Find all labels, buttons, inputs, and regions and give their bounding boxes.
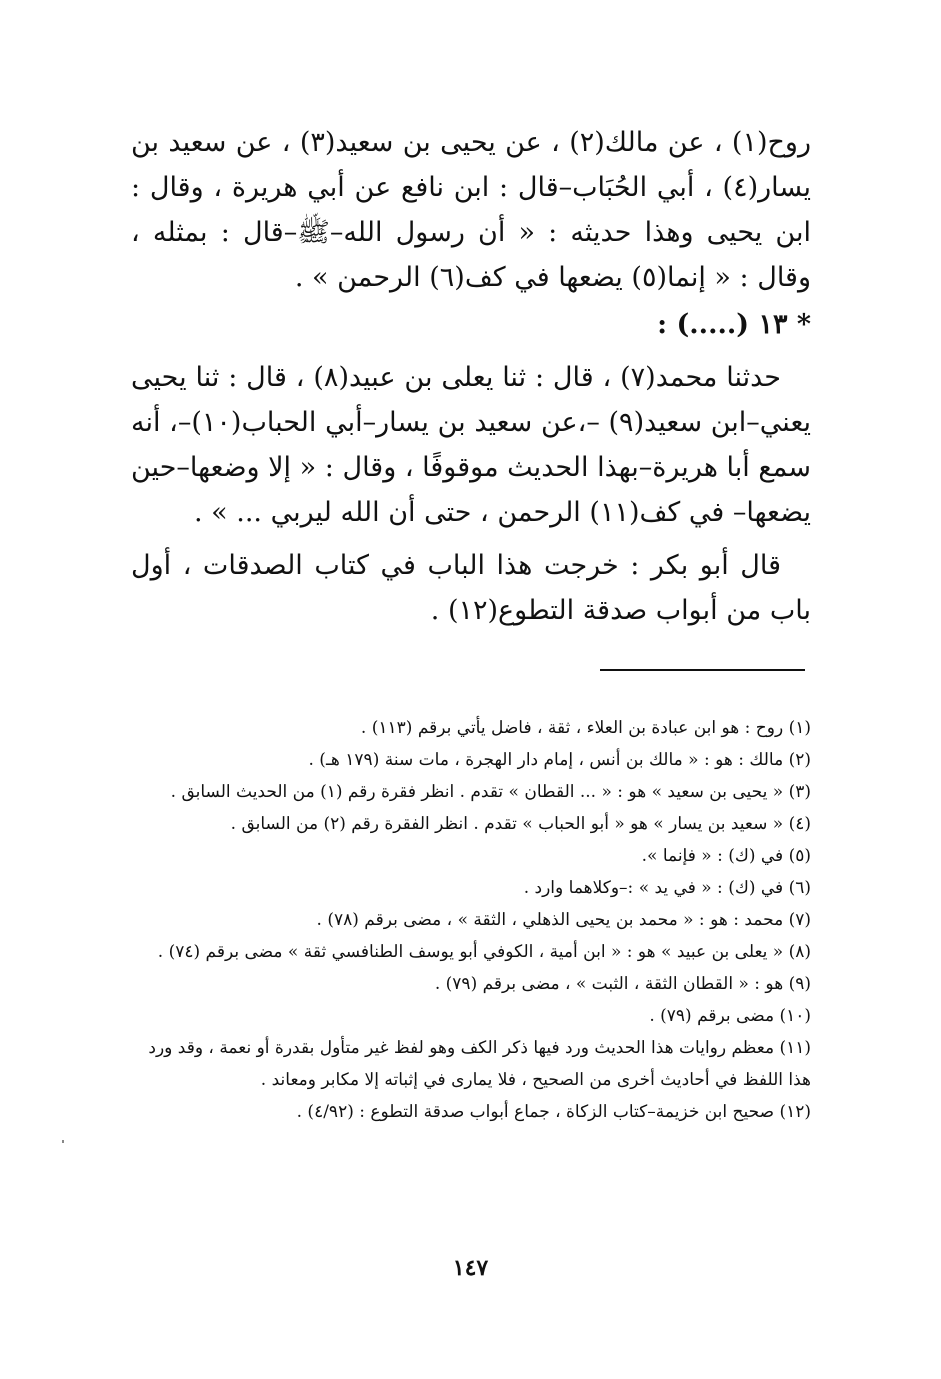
footnote-1: (١) روح : هو ابن عبادة بن العلاء ، ثقة ، فاضل يأتي برقم (١١٣) . — [360, 718, 811, 738]
page-number: ١٤٧ — [452, 1255, 489, 1281]
footnote-10: (١٠) مضى برقم (٧٩) . — [649, 1006, 811, 1026]
footnote-5: (٥) في (ك) : « فإنما ». — [641, 846, 811, 866]
scan-speck — [62, 1140, 64, 1143]
footnote-3: (٣) « يحيى بن سعيد » هو : « ... القطان » تقدم . انظر فقرة رقم (١) من الحديث السابق . — [170, 782, 811, 802]
footnote-6: (٦) في (ك) : « في يد » :–وكلاهما وارد . — [523, 878, 811, 898]
footnote-12: (١٢) صحيح ابن خزيمة–كتاب الزكاة ، جماع أبواب صدقة التطوع : (٤/٩٢) . — [296, 1102, 811, 1122]
footnote-11: (١١) معظم روايات هذا الحديث ورد فيها ذكر الكف وهو لفظ غير متأول بقدرة أو نعمة ، وقد ورد هذا اللفظ في أحاديث أخرى من الصحيح ، فلا يمارى في إثباته إلا مكابر ومعاند . — [148, 1038, 811, 1090]
footnote-9: (٩) هو : « القطان الثقة ، الثبت » ، مضى برقم (٧٩) . — [434, 974, 811, 994]
footnote-2: (٢) مالك : هو : « مالك بن أنس ، إمام دار الهجرة ، مات سنة (١٧٩ هـ) . — [308, 750, 811, 770]
footnote-7: (٧) محمد : هو : « محمد بن يحيى الذهلي ، الثقة » ، مضى برقم (٧٨) . — [316, 910, 811, 930]
footnote-8: (٨) « يعلى بن عبيد » هو : « ابن أمية ، الكوفي أبو يوسف الطنافسي ثقة » مضى برقم (٧٤) . — [157, 942, 811, 962]
footnote-4: (٤) « سعيد بن يسار » هو « أبو الحباب » تقدم . انظر الفقرة رقم (٢) من السابق . — [230, 814, 811, 834]
hadith-paragraph-2: حدثنا محمد(٧) ، قال : ثنا يعلى بن عبيد(٨) ، قال : ثنا يحيى يعني–ابن سعيد(٩) –،عن سعيد بن يسار–أبي الحباب(١٠)–، أنه سمع أبا هريرة–بهذا الحديث موقوفًا ، وقال : « إلا وضعها–حين يضعها– في كف(١١) الرحمن ، حتى أن الله ليربي ... » . — [131, 362, 811, 528]
footnote-separator — [600, 669, 805, 671]
hadith-number-heading: * ١٣ (.....) : — [657, 309, 811, 340]
hadith-paragraph-1: روح(١) ، عن مالك(٢) ، عن يحيى بن سعيد(٣) ، عن سعيد بن يسار(٤) ، أبي الحُبَاب–قال : ابن نافع عن أبي هريرة ، وقال : ابن يحيى وهذا حديثه : « أن رسول الله–ﷺ–قال : بمثله ، وقال : « إنما(٥) يضعها في كف(٦) الرحمن » . — [131, 127, 811, 293]
hadith-13-body — [131, 355, 811, 633]
footnotes-section — [121, 712, 811, 1128]
author-comment-paragraph: قال أبو بكر : خرجت هذا الباب في كتاب الصدقات ، أول باب من أبواب صدقة التطوع(١٢) . — [131, 550, 811, 626]
